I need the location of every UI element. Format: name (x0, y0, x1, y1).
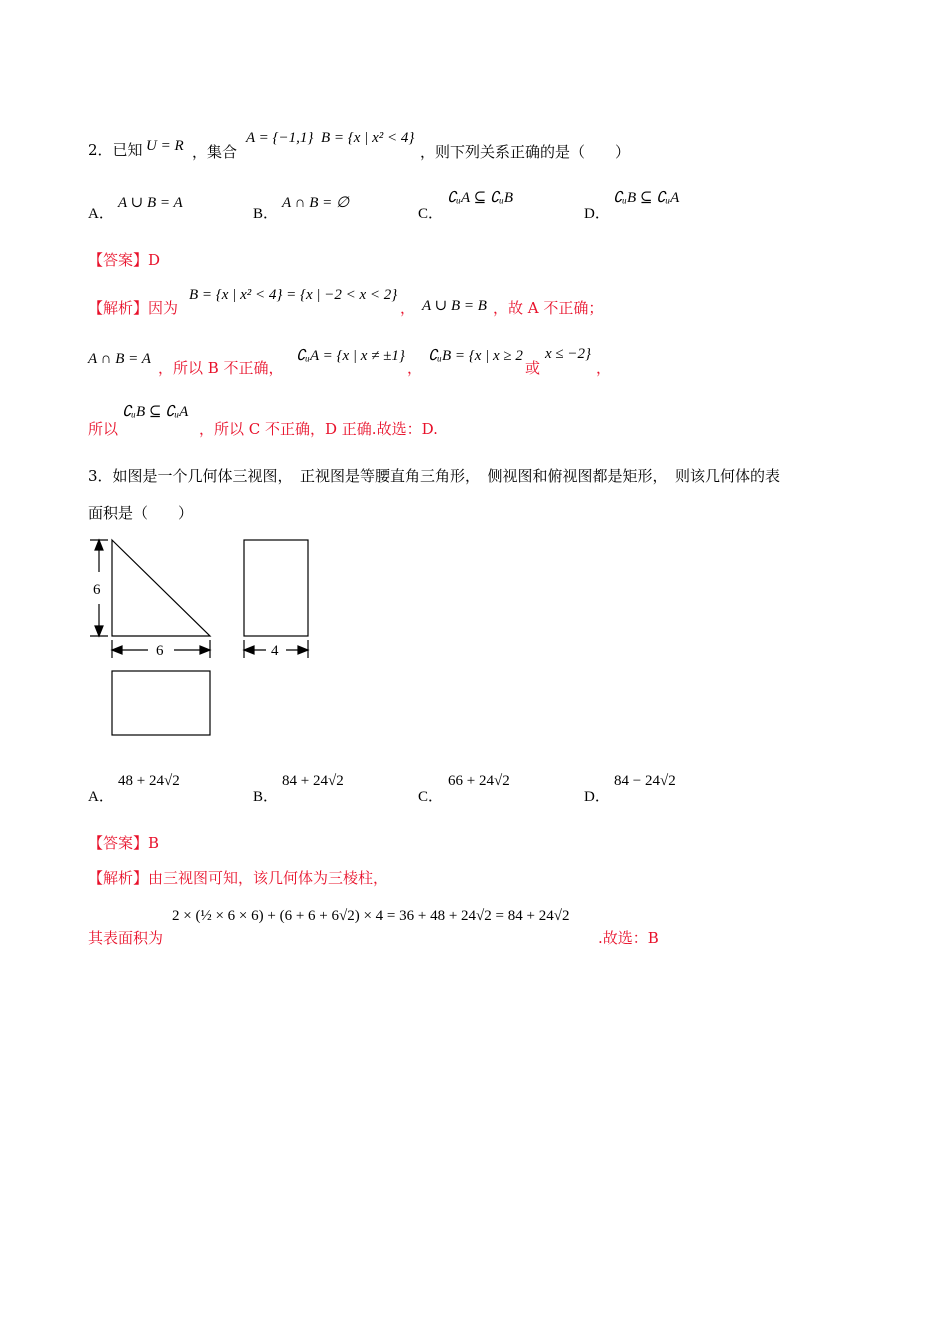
q2-analysis-line1: 【解析】因为 (88, 299, 179, 317)
q3-answer-tag: 【答案】 (88, 834, 149, 852)
q2-option-a-expr: A ∪ B = A (118, 195, 183, 211)
q2-analysis-line3-a: 所以 (88, 420, 119, 438)
q3-option-a-expr: 48 + 24√2 (118, 773, 180, 789)
q2-number: 2． (88, 141, 113, 159)
q3-analysis-formula: 2 × (½ × 6 × 6) + (6 + 6 + 6√2) × 4 = 36 + 48 + 24√2 = 84 + 24√2 (172, 908, 570, 924)
three-view-figure (86, 530, 326, 742)
q2-option-a[interactable]: A． (88, 206, 114, 222)
q2-option-b-expr: A ∩ B = ∅ (282, 195, 350, 211)
q2-analysis-line2-a: ，所以 B 不正确， (158, 359, 284, 377)
q2-option-c[interactable]: C． (418, 206, 444, 222)
q2-stem-set-B: B = {x | x² < 4} (321, 130, 415, 146)
q3-option-d-expr: 84 − 24√2 (614, 773, 676, 789)
front-view-triangle (112, 540, 210, 636)
q2-stem-tail: ，则下列关系正确的是（ ） (420, 143, 631, 161)
q2-analysis-line3-expr: ∁ᵤB ⊆ ∁ᵤA (122, 404, 189, 420)
q2-option-d-expr: ∁ᵤB ⊆ ∁ᵤA (613, 190, 680, 206)
q2-option-b[interactable]: B． (253, 206, 279, 222)
q3-number: 3． (88, 467, 113, 485)
q2-analysis-expr-CuB-2: x ≤ −2} (545, 346, 592, 362)
q3-option-b[interactable]: B． (253, 789, 279, 805)
q3-option-d[interactable]: D． (584, 789, 610, 805)
q2-stem-sep: ，集合 (192, 143, 238, 161)
q2-analysis-tag: 【解析】 (88, 299, 149, 317)
q2-analysis-expr-CuA: ∁ᵤA = {x | x ≠ ±1} (296, 348, 405, 364)
q2-stem-set-A: A = {−1,1} (246, 130, 314, 146)
q3-option-b-expr: 84 + 24√2 (282, 773, 344, 789)
q2-stem-U: U = R (146, 138, 184, 154)
q2-analysis-or: 或 (525, 359, 541, 377)
q3-analysis-line2-a: 其表面积为 (88, 929, 164, 947)
q2-answer-tag: 【答案】 (88, 251, 149, 269)
q3-option-a[interactable]: A． (88, 789, 114, 805)
q2-analysis-expr-intersect: A ∩ B = A (88, 351, 151, 367)
q2-analysis-comma2: ， (407, 359, 423, 377)
side-view-rect (244, 540, 308, 636)
front-width-label: 6 (156, 643, 164, 659)
q2-analysis-line2-end: ， (596, 359, 612, 377)
q3-stem-line1: 3．如图是一个几何体三视图， 正视图是等腰直角三角形， 侧视图和俯视图都是矩形， 则该几何体的表 (88, 467, 781, 485)
q2-analysis-expr-CuB: ∁ᵤB = {x | x ≥ 2 (428, 348, 523, 364)
q3-stem-line2: 面积是（ ） (88, 504, 194, 522)
q2-analysis-expr-union: A ∪ B = B (422, 298, 487, 314)
q3-answer-value: B (148, 834, 160, 852)
q2-analysis-line3-b: ，所以 C 不正确，D 正确.故选：D. (199, 420, 438, 438)
q2-option-c-expr: ∁ᵤA ⊆ ∁ᵤB (447, 190, 513, 206)
q3-analysis-line2-b: .故选：B (598, 929, 659, 947)
q3-answer (88, 832, 159, 853)
q2-analysis-expr-B: B = {x | x² < 4} = {x | −2 < x < 2} (189, 287, 398, 303)
q2-option-d[interactable]: D． (584, 206, 610, 222)
q3-analysis-tag: 【解析】 (88, 869, 149, 887)
q2-analysis-comma1: ， (400, 299, 416, 317)
q3-option-c[interactable]: C． (418, 789, 444, 805)
q3-option-c-expr: 66 + 24√2 (448, 773, 510, 789)
front-height-label: 6 (93, 582, 101, 598)
q2-analysis-line1-end: ，故 A 不正确； (493, 299, 604, 317)
q2-answer-value: D (148, 251, 161, 269)
q3-analysis-line1: 【解析】由三视图可知，该几何体为三棱柱， (88, 869, 389, 887)
q2-answer (88, 249, 160, 270)
q2-stem-known: 已知 (112, 141, 143, 159)
top-view-rect (112, 671, 210, 735)
side-width-label: 4 (271, 643, 279, 659)
q2-stem (88, 139, 143, 160)
